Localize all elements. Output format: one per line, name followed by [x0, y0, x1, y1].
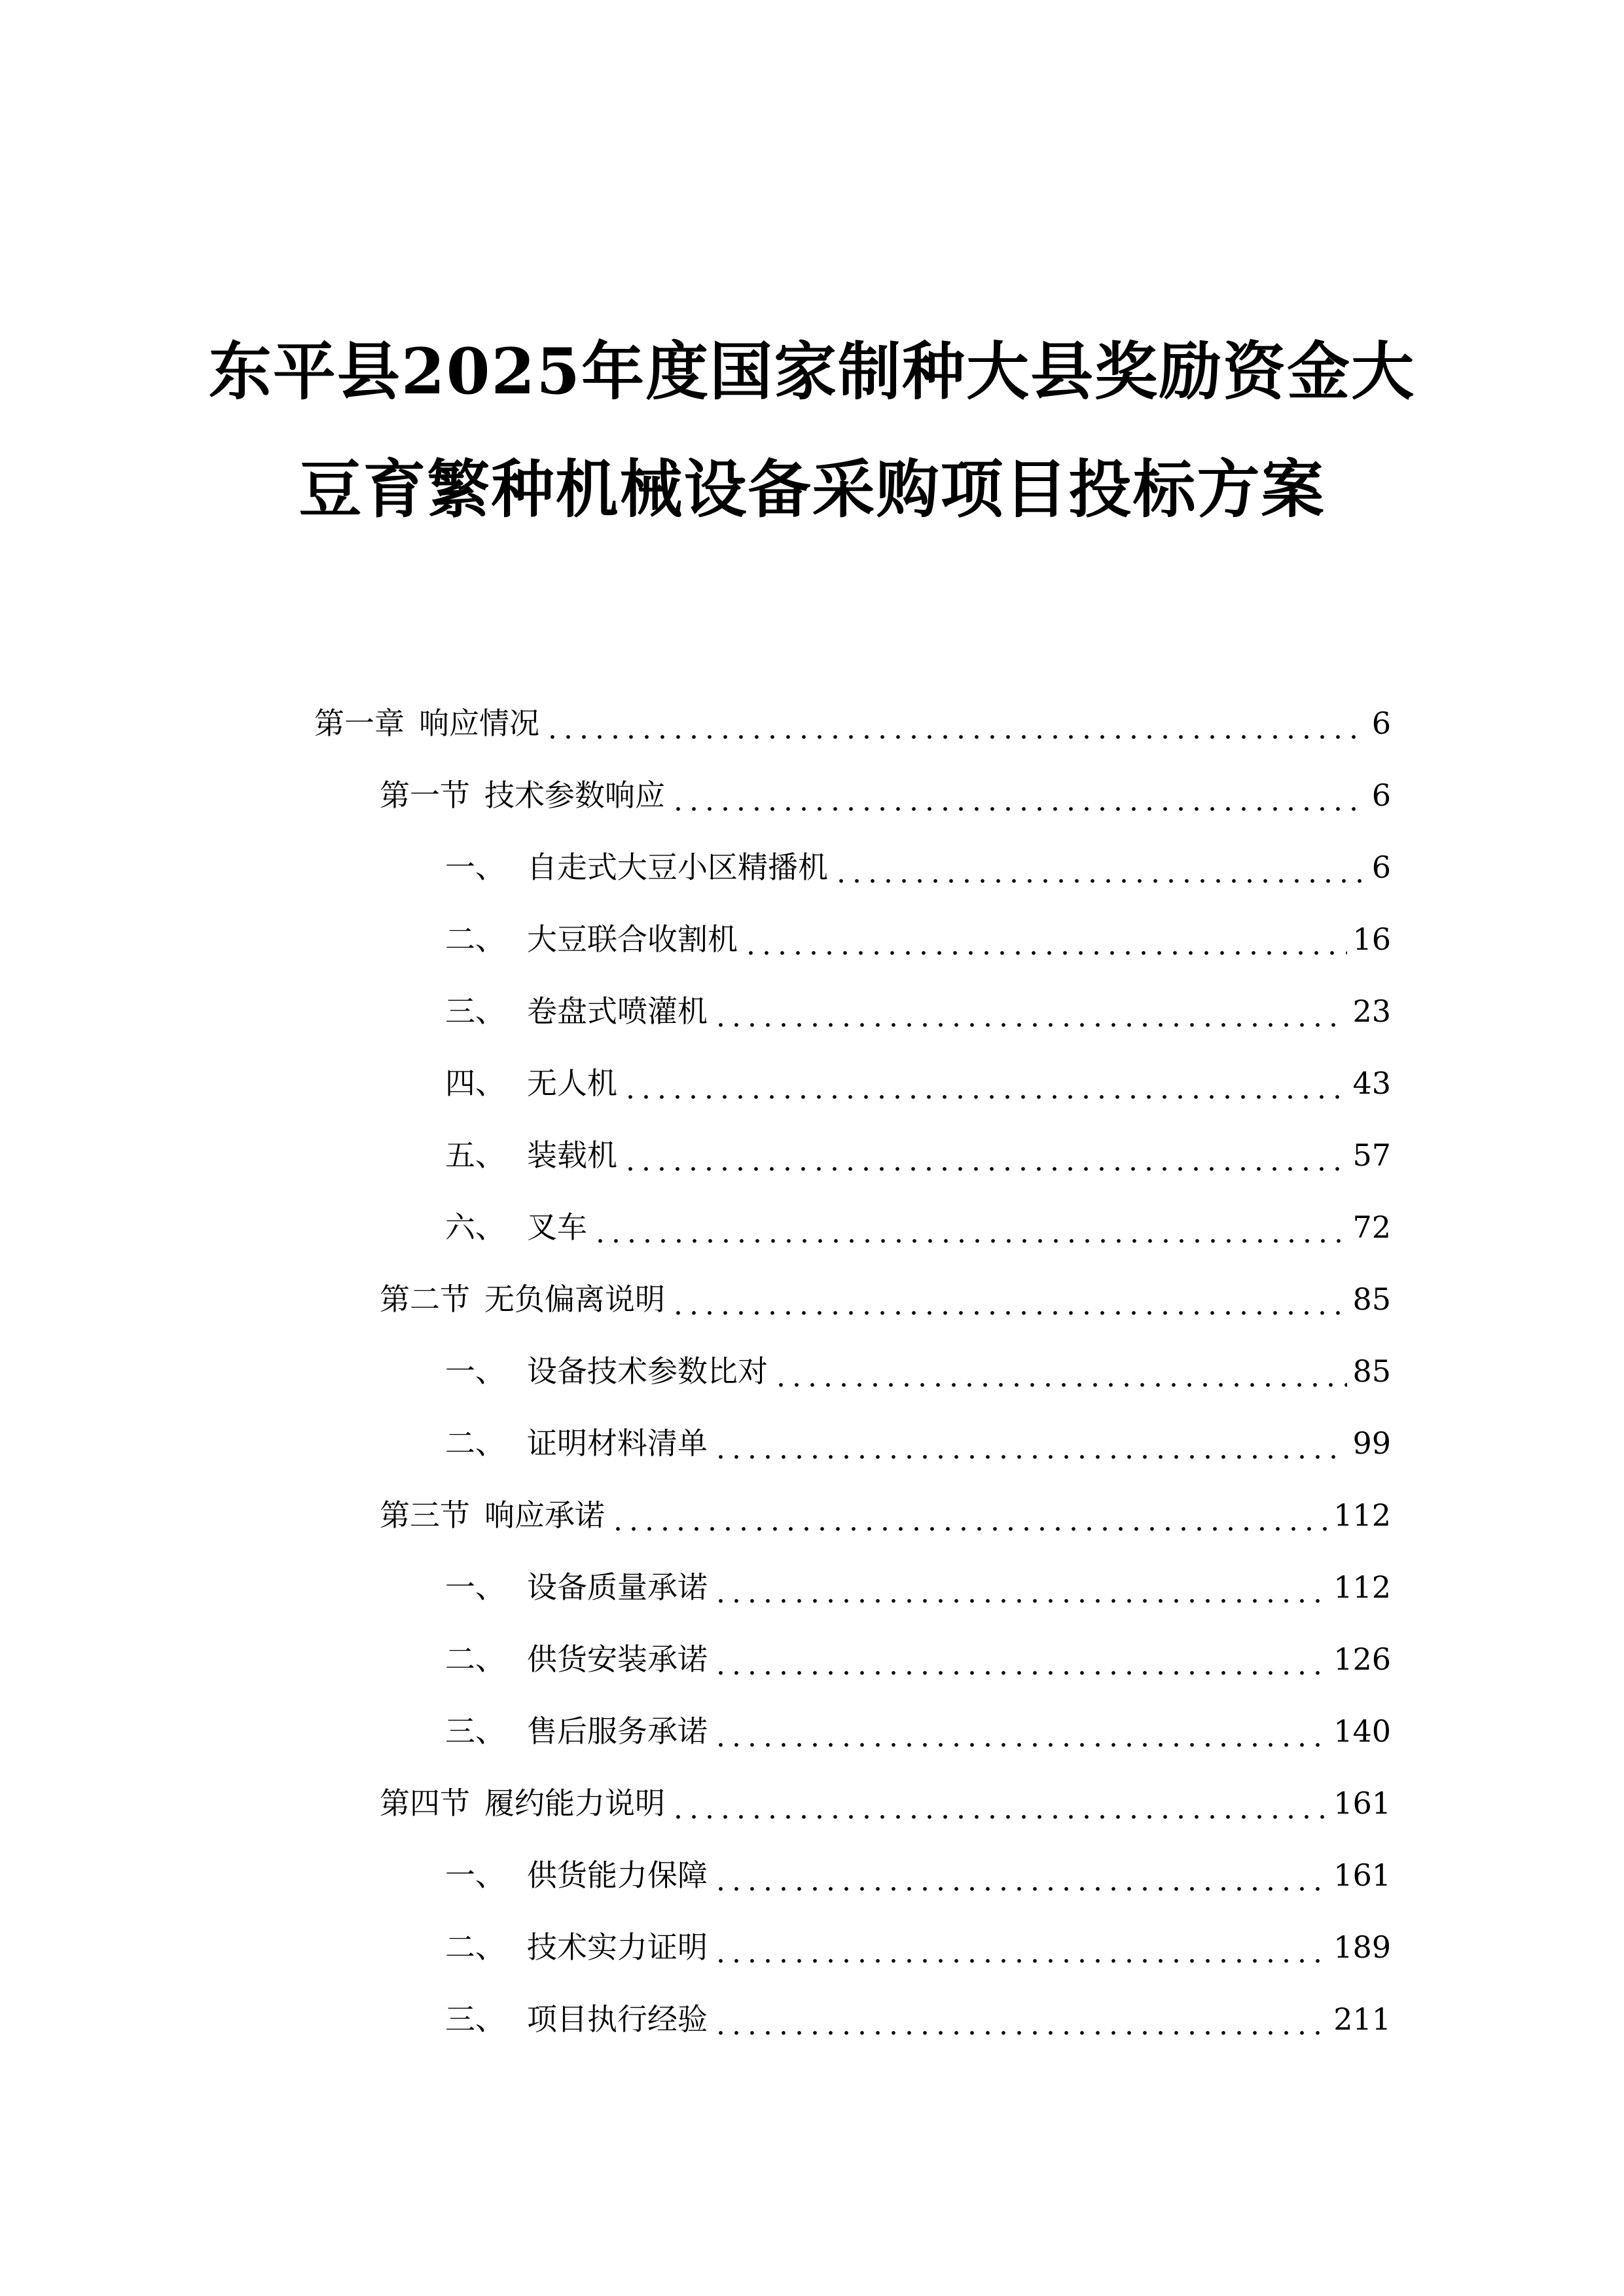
toc-entry-page-number: 23: [1352, 994, 1391, 1029]
toc-entry-page-number: 85: [1352, 1354, 1391, 1389]
dot-leader: [623, 1136, 1347, 1175]
toc-entry[interactable]: [445, 2000, 1391, 2039]
toc-entry-title: 无负偏离说明: [484, 1282, 665, 1317]
toc-entry-title: 响应承诺: [484, 1498, 605, 1533]
document-title-line-1: 东平县2025年度国家制种大县奖励资金大: [208, 334, 1416, 408]
dot-leader: [713, 1640, 1328, 1679]
toc-entry[interactable]: [380, 1784, 1391, 1823]
dot-leader: [713, 1856, 1328, 1895]
toc-entry-prefix: 二、: [445, 1929, 505, 1965]
toc-entry-title: 叉车: [527, 1210, 587, 1245]
toc-entry-prefix: 一、: [445, 1570, 505, 1605]
toc-entry-prefix: 二、: [445, 1426, 505, 1461]
toc-entry-prefix: 五、: [445, 1138, 505, 1173]
toc-entry-prefix: 一、: [445, 1857, 505, 1893]
toc-entry[interactable]: [445, 992, 1391, 1031]
toc-entry-title: 装载机: [527, 1138, 617, 1173]
toc-entry[interactable]: [445, 848, 1391, 887]
toc-entry-title: 响应情况: [419, 706, 539, 741]
toc-entry-prefix: 三、: [445, 994, 505, 1029]
toc-entry-page-number: 6: [1371, 706, 1391, 741]
toc-entry-title: 自走式大豆小区精播机: [527, 850, 828, 885]
toc-entry-prefix: 一、: [445, 1354, 505, 1389]
dot-leader: [623, 1064, 1347, 1103]
dot-leader: [610, 1496, 1328, 1535]
toc-entry-title: 证明材料清单: [527, 1426, 708, 1461]
dot-leader: [773, 1352, 1347, 1391]
toc-entry-prefix: 第一节: [380, 778, 470, 813]
toc-entry[interactable]: [445, 1136, 1391, 1175]
toc-entry-title: 履约能力说明: [484, 1785, 665, 1821]
toc-entry-page-number: 16: [1352, 922, 1391, 957]
toc-entry-page-number: 6: [1371, 850, 1391, 885]
dot-leader: [833, 848, 1367, 887]
dot-leader: [713, 1568, 1328, 1607]
dot-leader: [670, 1280, 1347, 1319]
toc-entry-title: 售后服务承诺: [527, 1713, 708, 1749]
toc-entry-prefix: 一、: [445, 850, 505, 885]
dot-leader: [670, 1784, 1328, 1823]
dot-leader: [713, 992, 1347, 1031]
toc-entry-page-number: 85: [1352, 1282, 1391, 1317]
toc-entry-title: 供货安装承诺: [527, 1641, 708, 1677]
toc-entry[interactable]: [445, 1928, 1391, 1967]
toc-entry-prefix: 第四节: [380, 1785, 470, 1821]
toc-entry[interactable]: [445, 1640, 1391, 1679]
toc-entry-title: 设备技术参数比对: [527, 1354, 768, 1389]
toc-entry-prefix: 二、: [445, 1641, 505, 1677]
toc-entry[interactable]: [380, 1280, 1391, 1319]
toc-entry-title: 项目执行经验: [527, 2001, 708, 2037]
toc-entry[interactable]: [445, 1352, 1391, 1391]
dot-leader: [743, 920, 1347, 959]
toc-entry[interactable]: [445, 1208, 1391, 1247]
dot-leader: [670, 776, 1367, 815]
toc-entry-title: 技术参数响应: [484, 778, 665, 813]
toc-entry-page-number: 112: [1333, 1570, 1391, 1605]
toc-entry-title: 供货能力保障: [527, 1857, 708, 1893]
dot-leader: [713, 1928, 1328, 1967]
toc-entry-page-number: 6: [1371, 778, 1391, 813]
toc-entry-title: 卷盘式喷灌机: [527, 994, 708, 1029]
toc-entry-page-number: 57: [1352, 1138, 1391, 1173]
dot-leader: [713, 2000, 1328, 2039]
toc-entry-prefix: 三、: [445, 1713, 505, 1749]
toc-entry-title: 大豆联合收割机: [527, 922, 738, 957]
toc-entry-prefix: 第二节: [380, 1282, 470, 1317]
toc-entry[interactable]: [380, 776, 1391, 815]
toc-entry-page-number: 99: [1352, 1426, 1391, 1461]
toc-entry-title: 无人机: [527, 1066, 617, 1101]
toc-entry-prefix: 二、: [445, 922, 505, 957]
toc-entry-page-number: 126: [1333, 1641, 1391, 1677]
toc-entry-page-number: 43: [1352, 1066, 1391, 1101]
toc-entry-title: 技术实力证明: [527, 1929, 708, 1965]
toc-entry-page-number: 189: [1333, 1929, 1391, 1965]
toc-entry[interactable]: [445, 1064, 1391, 1103]
dot-leader: [713, 1712, 1328, 1751]
toc-entry[interactable]: [445, 1568, 1391, 1607]
toc-entry-prefix: 第三节: [380, 1498, 470, 1533]
dot-leader: [545, 704, 1367, 743]
dot-leader: [592, 1208, 1347, 1247]
toc-entry-prefix: 四、: [445, 1066, 505, 1101]
toc-entry-page-number: 161: [1333, 1857, 1391, 1893]
document-title-line-2: 豆育繁种机械设备采购项目投标方案: [298, 452, 1326, 526]
toc-entry[interactable]: [445, 920, 1391, 959]
toc-entry-page-number: 72: [1352, 1210, 1391, 1245]
toc-entry[interactable]: [445, 1712, 1391, 1751]
toc-entry-page-number: 211: [1333, 2001, 1391, 2037]
dot-leader: [713, 1424, 1347, 1463]
toc-entry[interactable]: [445, 1856, 1391, 1895]
toc-entry-page-number: 140: [1333, 1713, 1391, 1749]
toc-entry-title: 设备质量承诺: [527, 1570, 708, 1605]
toc-entry-prefix: 第一章: [314, 706, 405, 741]
toc-entry-page-number: 161: [1333, 1785, 1391, 1821]
toc-entry[interactable]: [445, 1424, 1391, 1463]
toc-entry-prefix: 六、: [445, 1210, 505, 1245]
toc-entry-page-number: 112: [1333, 1498, 1391, 1533]
toc-entry[interactable]: [380, 1496, 1391, 1535]
toc-entry-prefix: 三、: [445, 2001, 505, 2037]
toc-entry[interactable]: [314, 704, 1391, 743]
